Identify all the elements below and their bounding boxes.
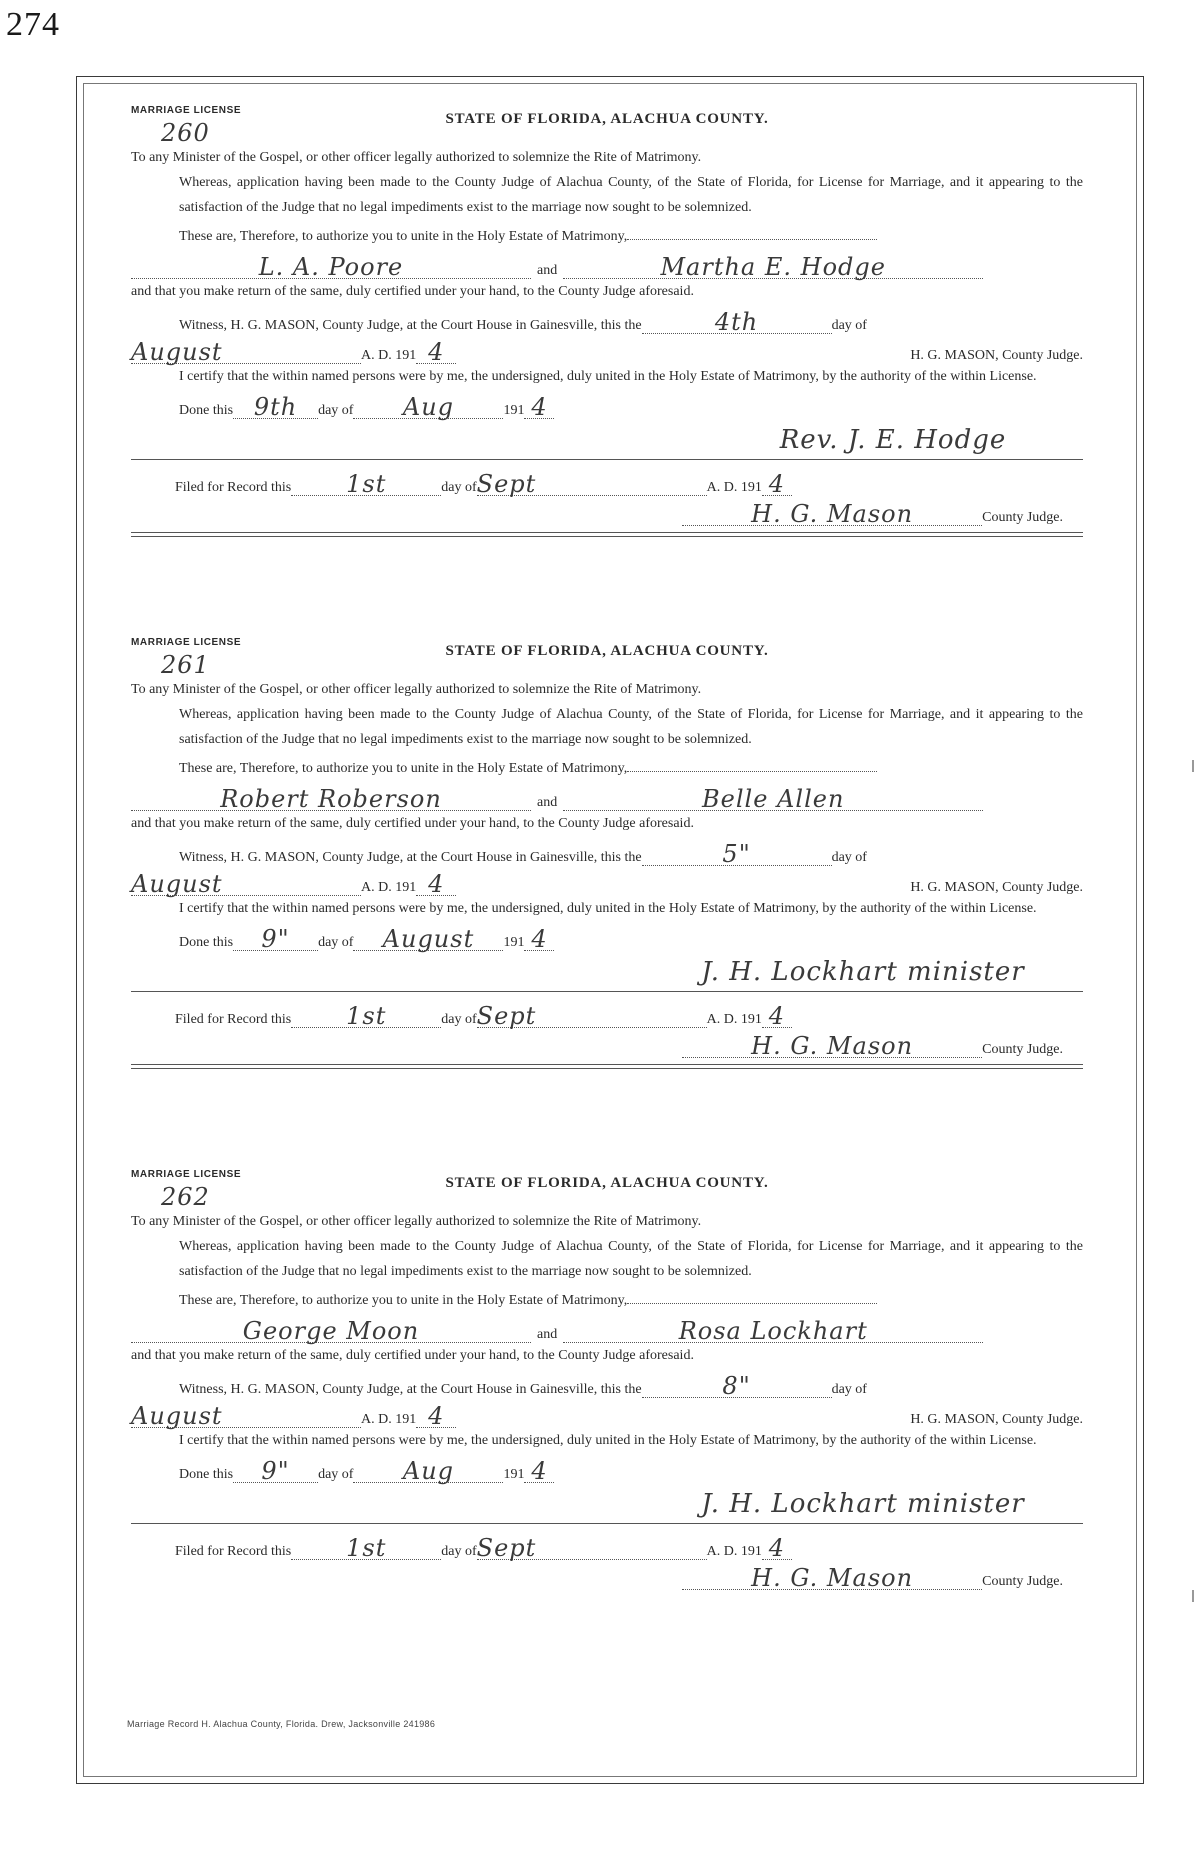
to-minister-text: To any Minister of the Gospel, or other officer legally authorized to solemnize the Rite of Matrimony. (131, 150, 702, 165)
and-label: and (537, 1327, 558, 1342)
footer-imprint: Marriage Record H. Alachua County, Florida. Drew, Jacksonville 241986 (127, 1719, 436, 1729)
ad-label: A. D. 191 (706, 480, 762, 495)
done-month: Aug (353, 396, 503, 419)
witness-text: Witness, H. G. MASON, County Judge, at the Court House in Gainesville, this the (179, 318, 642, 333)
return-text: and that you make return of the same, duly certified under your hand, to the County Judge aforesaid. (131, 1348, 694, 1363)
ad-label: A. D. 191 (361, 1412, 417, 1427)
certify-text: I certify that the within named persons were by me, the undersigned, duly united in the Holy Estate of Matrimony, by the authority of the within License. (179, 901, 1037, 916)
margin-tick-mark (1192, 760, 1194, 772)
groom-name: L. A. Poore (131, 256, 531, 279)
whereas-text: Whereas, application having been made to the County Judge of Alachua County, of the State of Florida, for License for Marriage, and it appearing to the satisfaction of the Judge that no legal impediments exist to the marriage now sought to be solemnized. (179, 175, 1083, 215)
marriage-license-260 (131, 105, 1083, 537)
divider (131, 1523, 1083, 1524)
marriage-license-261 (131, 637, 1083, 1069)
license-number: 262 (161, 1183, 210, 1211)
license-label: MARRIAGE LICENSE (131, 637, 242, 648)
margin-tick-mark (1192, 1590, 1194, 1602)
witness-month: August (131, 341, 361, 364)
officiant-row (131, 419, 1083, 455)
done-month: August (353, 928, 503, 951)
done-year: 4 (524, 1460, 554, 1483)
ad-label: A. D. 191 (706, 1544, 762, 1559)
done-month: Aug (353, 1460, 503, 1483)
day-of-label: day of (441, 480, 477, 495)
day-of-label: day of (831, 1382, 867, 1397)
done-this-label: Done this (179, 1467, 234, 1482)
day-of-label: day of (318, 1467, 354, 1482)
done-day: 9th (233, 396, 318, 419)
filed-label: Filed for Record this (175, 480, 292, 495)
state-title: STATE OF FLORIDA, ALACHUA COUNTY. (445, 643, 769, 659)
license-number: 260 (161, 119, 210, 147)
done-day: 9" (233, 1460, 318, 1483)
couple-row (131, 781, 1083, 811)
witness-month: August (131, 1405, 361, 1428)
return-text: and that you make return of the same, duly certified under your hand, to the County Judge aforesaid. (131, 816, 694, 831)
certify-text: I certify that the within named persons were by me, the undersigned, duly united in the Holy Estate of Matrimony, by the authority of the within License. (179, 369, 1037, 384)
judge-handwritten-signature: H. G. Mason (682, 503, 982, 526)
ad-label: A. D. 191 (361, 880, 417, 895)
witness-row (131, 304, 1083, 334)
to-minister-text: To any Minister of the Gospel, or other officer legally authorized to solemnize the Rite of Matrimony. (131, 682, 702, 697)
judge-printed-signature: H. G. MASON, County Judge. (910, 1412, 1083, 1427)
officiant-row (131, 951, 1083, 987)
witness-month: August (131, 873, 361, 896)
filed-row (131, 998, 1083, 1028)
ad-label: A. D. 191 (706, 1012, 762, 1027)
done-row (131, 1453, 1083, 1483)
filed-month: Sept (477, 1537, 707, 1560)
done-day: 9" (233, 928, 318, 951)
done-row (131, 389, 1083, 419)
done-row (131, 921, 1083, 951)
day-of-label: day of (831, 850, 867, 865)
witness-row (131, 1368, 1083, 1398)
witness-day: 8" (642, 1375, 832, 1398)
filed-day: 1st (291, 1537, 441, 1560)
judge-signature-row (131, 1560, 1083, 1590)
witness-day: 4th (642, 311, 832, 334)
bride-name: Rosa Lockhart (563, 1320, 983, 1343)
return-text: and that you make return of the same, duly certified under your hand, to the County Judge aforesaid. (131, 284, 694, 299)
filed-month: Sept (477, 1005, 707, 1028)
officiant-signature: J. H. Lockhart minister (701, 957, 1025, 987)
section-divider (131, 532, 1083, 537)
couple-row (131, 249, 1083, 279)
these-are-text: These are, Therefore, to authorize you to unite in the Holy Estate of Matrimony, (131, 756, 1083, 781)
witness-date-row (131, 334, 1083, 364)
year-prefix: 191 (503, 935, 525, 950)
license-number: 261 (161, 651, 210, 679)
filed-row (131, 1530, 1083, 1560)
filed-day: 1st (291, 473, 441, 496)
witness-date-row (131, 866, 1083, 896)
groom-name: Robert Roberson (131, 788, 531, 811)
done-this-label: Done this (179, 403, 234, 418)
done-year: 4 (524, 396, 554, 419)
witness-text: Witness, H. G. MASON, County Judge, at the Court House in Gainesville, this the (179, 1382, 642, 1397)
divider (131, 991, 1083, 992)
day-of-label: day of (318, 403, 354, 418)
and-label: and (537, 795, 558, 810)
marriage-license-262 (131, 1169, 1083, 1590)
dotted-fill (627, 239, 877, 240)
officiant-row (131, 1483, 1083, 1519)
judge-printed-signature: H. G. MASON, County Judge. (910, 880, 1083, 895)
witness-year: 4 (416, 873, 456, 896)
bride-name: Belle Allen (563, 788, 983, 811)
year-prefix: 191 (503, 1467, 525, 1482)
done-year: 4 (524, 928, 554, 951)
dotted-fill (627, 771, 877, 772)
state-title: STATE OF FLORIDA, ALACHUA COUNTY. (445, 111, 769, 127)
witness-year: 4 (416, 341, 456, 364)
filed-month: Sept (477, 473, 707, 496)
these-are-text: These are, Therefore, to authorize you to unite in the Holy Estate of Matrimony, (131, 224, 1083, 249)
judge-signature-row (131, 496, 1083, 526)
witness-day: 5" (642, 843, 832, 866)
certify-text: I certify that the within named persons were by me, the undersigned, duly united in the Holy Estate of Matrimony, by the authority of the within License. (179, 1433, 1037, 1448)
whereas-text: Whereas, application having been made to the County Judge of Alachua County, of the State of Florida, for License for Marriage, and it appearing to the satisfaction of the Judge that no legal impediments exist to the marriage now sought to be solemnized. (179, 1239, 1083, 1279)
filed-year: 4 (762, 1537, 792, 1560)
page-number: 274 (6, 6, 60, 43)
filed-day: 1st (291, 1005, 441, 1028)
filed-label: Filed for Record this (175, 1012, 292, 1027)
bride-name: Martha E. Hodge (563, 256, 983, 279)
filed-label: Filed for Record this (175, 1544, 292, 1559)
judge-handwritten-signature: H. G. Mason (682, 1567, 982, 1590)
record-page-frame (76, 76, 1144, 1784)
and-label: and (537, 263, 558, 278)
county-judge-label: County Judge. (982, 1042, 1063, 1057)
license-label: MARRIAGE LICENSE (131, 1169, 242, 1180)
filed-row (131, 466, 1083, 496)
witness-row (131, 836, 1083, 866)
filed-year: 4 (762, 1005, 792, 1028)
ad-label: A. D. 191 (361, 348, 417, 363)
these-are-text: These are, Therefore, to authorize you to unite in the Holy Estate of Matrimony, (131, 1288, 1083, 1313)
license-label: MARRIAGE LICENSE (131, 105, 242, 116)
witness-date-row (131, 1398, 1083, 1428)
filed-year: 4 (762, 473, 792, 496)
section-divider (131, 1064, 1083, 1069)
groom-name: George Moon (131, 1320, 531, 1343)
day-of-label: day of (831, 318, 867, 333)
dotted-fill (627, 1303, 877, 1304)
day-of-label: day of (441, 1012, 477, 1027)
whereas-text: Whereas, application having been made to the County Judge of Alachua County, of the State of Florida, for License for Marriage, and it appearing to the satisfaction of the Judge that no legal impediments exist to the marriage now sought to be solemnized. (179, 707, 1083, 747)
year-prefix: 191 (503, 403, 525, 418)
to-minister-text: To any Minister of the Gospel, or other officer legally authorized to solemnize the Rite of Matrimony. (131, 1214, 702, 1229)
judge-handwritten-signature: H. G. Mason (682, 1035, 982, 1058)
officiant-signature: Rev. J. E. Hodge (779, 425, 1007, 455)
day-of-label: day of (441, 1544, 477, 1559)
judge-printed-signature: H. G. MASON, County Judge. (910, 348, 1083, 363)
day-of-label: day of (318, 935, 354, 950)
state-title: STATE OF FLORIDA, ALACHUA COUNTY. (445, 1175, 769, 1191)
county-judge-label: County Judge. (982, 1574, 1063, 1589)
couple-row (131, 1313, 1083, 1343)
witness-text: Witness, H. G. MASON, County Judge, at the Court House in Gainesville, this the (179, 850, 642, 865)
judge-signature-row (131, 1028, 1083, 1058)
divider (131, 459, 1083, 460)
witness-year: 4 (416, 1405, 456, 1428)
officiant-signature: J. H. Lockhart minister (701, 1489, 1025, 1519)
done-this-label: Done this (179, 935, 234, 950)
county-judge-label: County Judge. (982, 510, 1063, 525)
